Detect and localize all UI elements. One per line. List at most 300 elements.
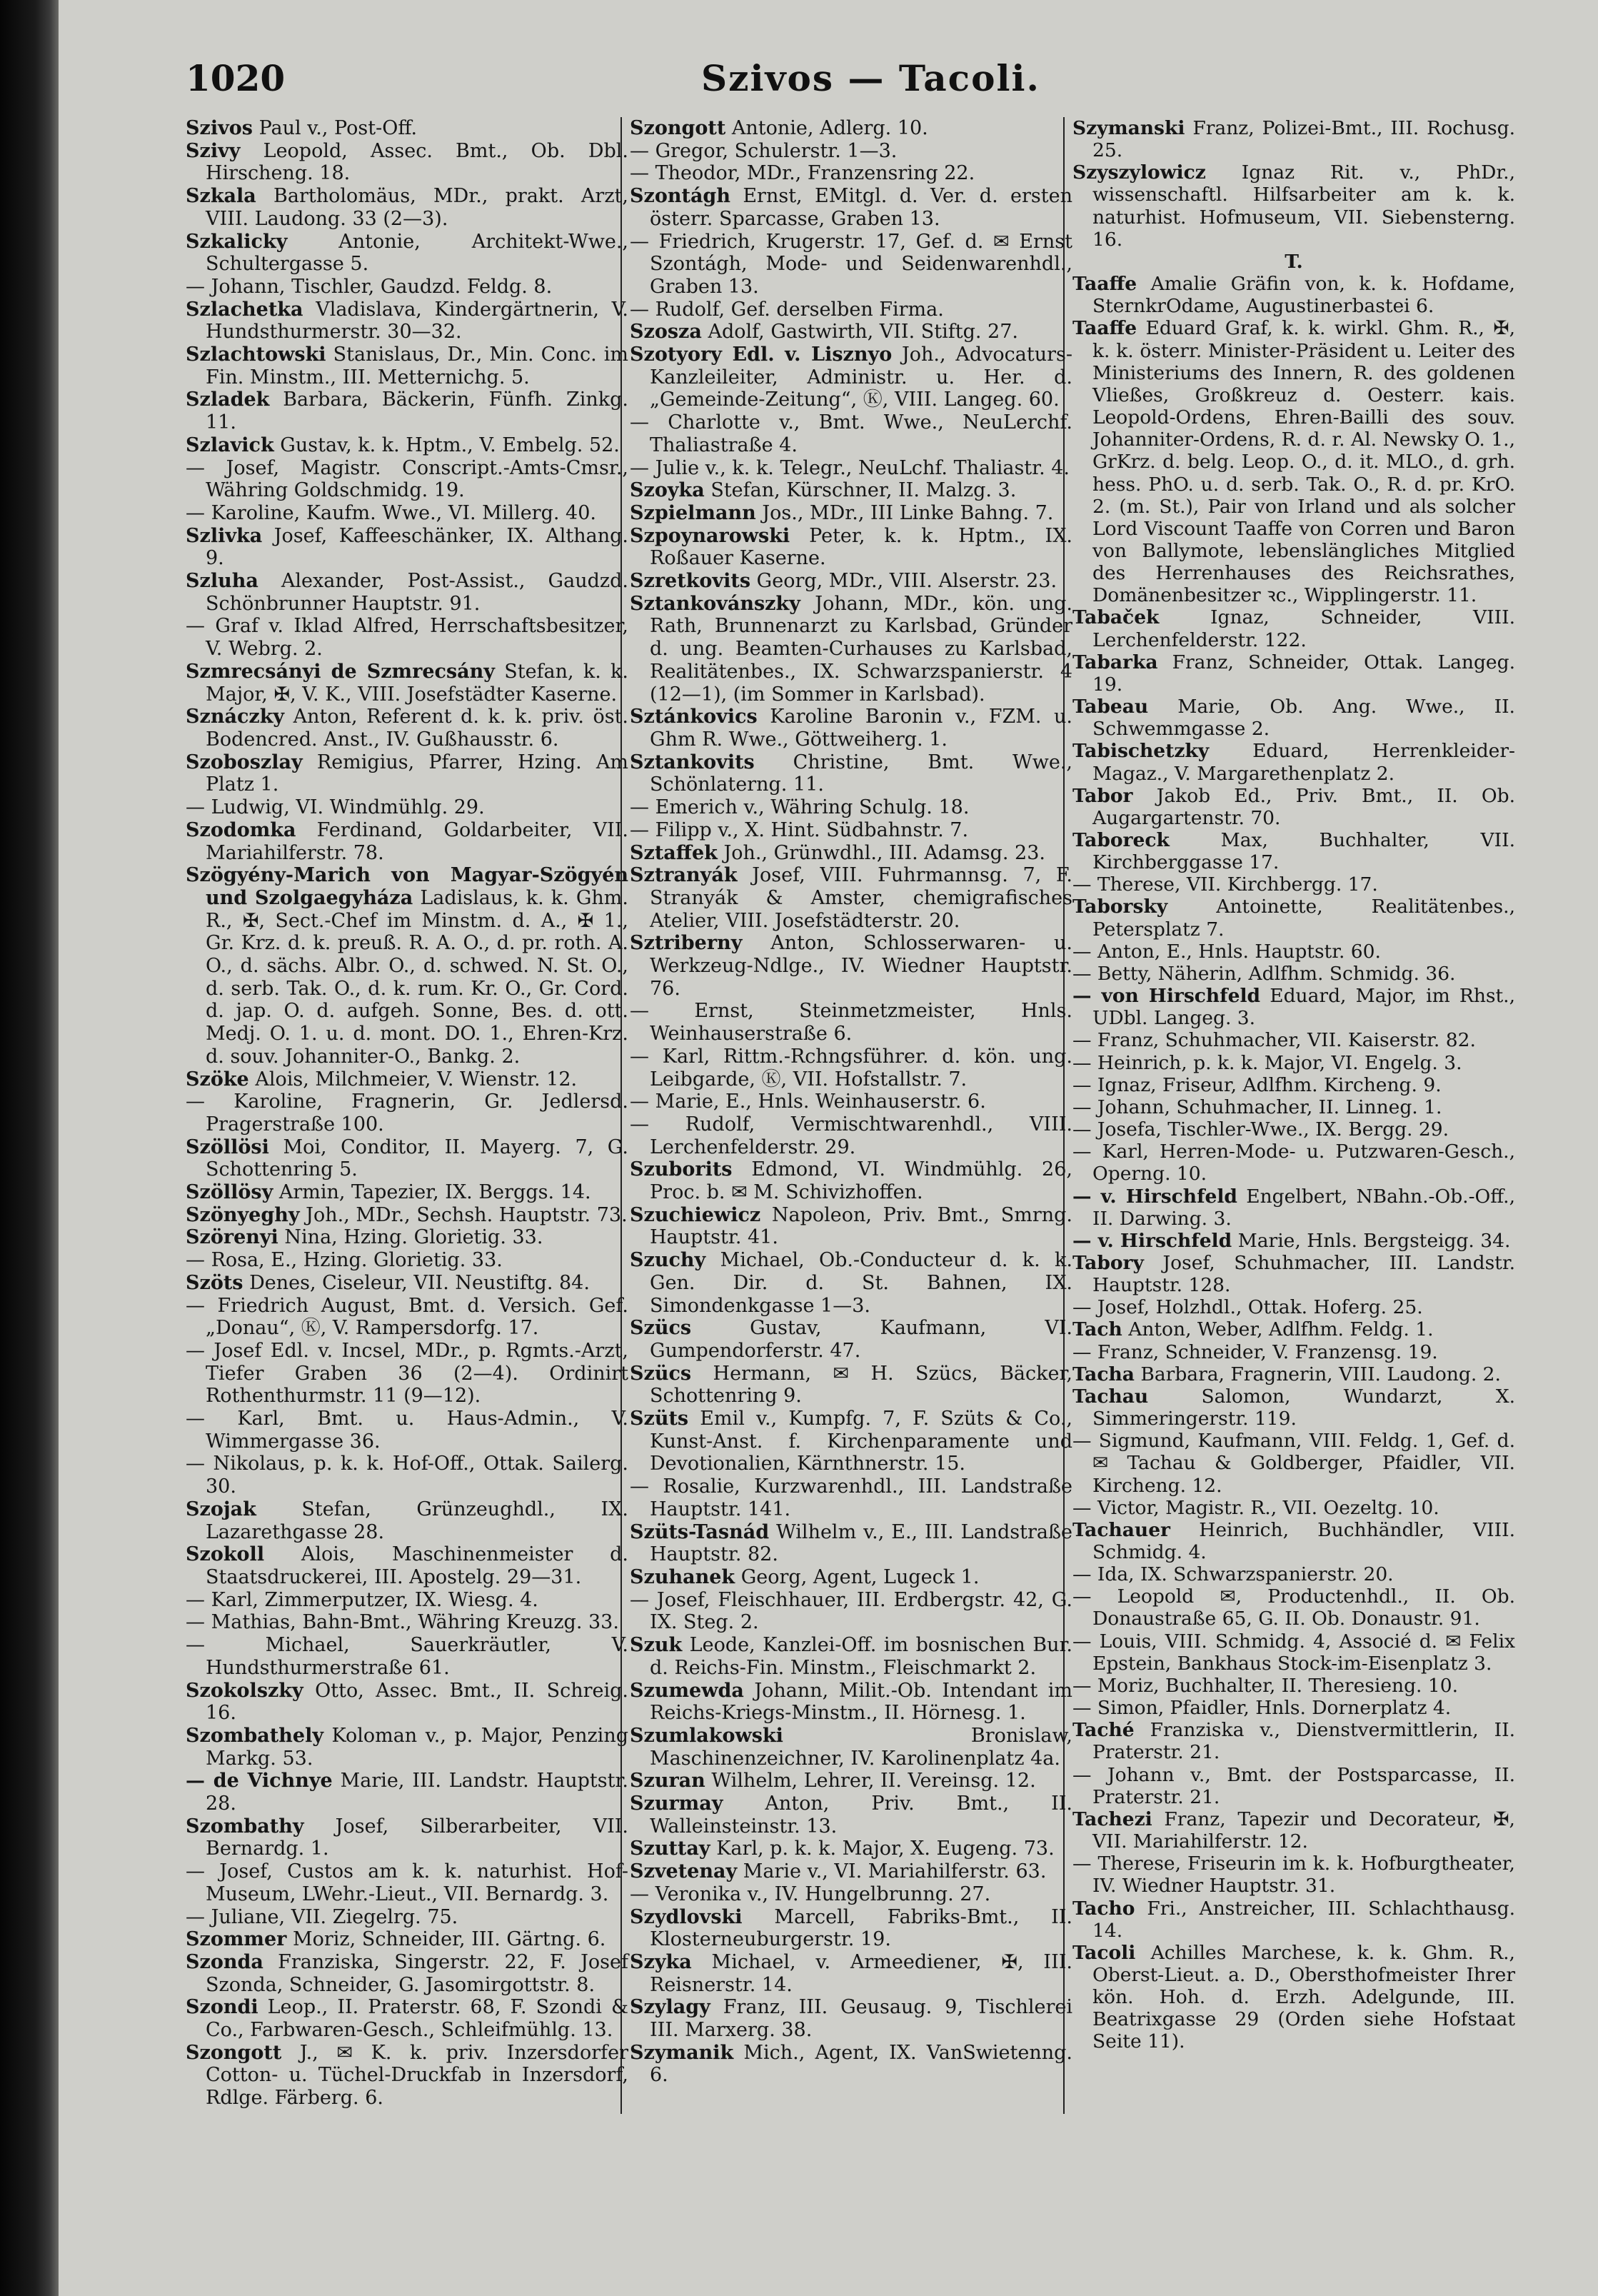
section-letter: T.	[1285, 250, 1303, 273]
directory-entry	[186, 1725, 628, 1770]
entry-details: — Friedrich August, Bmt. d. Versich. Gef. „Donau“, Ⓚ, V. Rampersdorfg. 17.	[186, 1294, 628, 1340]
entry-surname: Szoyka	[630, 479, 705, 502]
entry-surname: Szontágh	[630, 185, 730, 208]
entry-surname: Szondi	[186, 1996, 258, 2019]
entry-details: Engelbert, NBahn.-Ob.-Off., II. Darwing. 3.	[1092, 1185, 1515, 1230]
entry-surname: Szuttay	[630, 1838, 710, 1860]
directory-entry	[1072, 1141, 1515, 1185]
directory-entry	[1072, 1697, 1515, 1719]
directory-entry	[1072, 1096, 1515, 1118]
entry-details: Mich., Agent, IX. VanSwietenng. 6.	[650, 2041, 1072, 2087]
entry-surname: Szöke	[186, 1068, 249, 1091]
directory-entry	[1072, 1675, 1515, 1697]
directory-entry	[630, 457, 1072, 480]
entry-details: — Ignaz, Friseur, Adlfhm. Kircheng. 9.	[1072, 1073, 1442, 1096]
directory-entry	[1072, 251, 1515, 273]
directory-entry	[1072, 1296, 1515, 1318]
entry-details: Ladislaus, k. k. Ghm. R., ✠, Sect.-Chef im Minstm. d. A., ✠ 1., Gr. Krz. d. k. preuß. R. A. O., d. pr. roth. A. O., d. sächs. Albr. O., d. schwed. N. St. O., d. serb. Tak. O., d. k. rum. Kr. O., Gr. Cord. d. jap. O. d. aufgeh. Sonne, Bes. d. ott. Medj. O. 1. u. d. mont. DO. 1., Ehren-Krz. d. souv. Johanniter-O., Bankg. 2.	[206, 886, 628, 1068]
entry-details: — Josef, Fleischhauer, III. Erdbergstr. 42, G. IX. Steg. 2.	[630, 1588, 1072, 1634]
directory-entry	[1072, 161, 1515, 251]
entry-surname: Szoboszlay	[186, 751, 303, 773]
entry-details: Ernst, EMitgl. d. Ver. d. ersten österr. Sparcasse, Graben 13.	[650, 185, 1072, 230]
directory-entry	[1072, 1185, 1515, 1230]
directory-entry	[630, 502, 1072, 525]
directory-entry	[186, 1951, 628, 1996]
entry-details: Johann, Milit.-Ob. Intendant im Reichs-Kriegs-Minstm., II. Hörnesg. 1.	[650, 1679, 1072, 1725]
directory-entry	[1072, 696, 1515, 740]
entry-surname: Sztankovánszky	[630, 592, 800, 615]
entry-details: Eduard, Major, im Rhst., UDbl. Langeg. 3.	[1092, 985, 1515, 1030]
column-1	[186, 117, 628, 2110]
book-spine-shadow	[0, 0, 59, 2296]
entry-surname: Szpielmann	[630, 501, 756, 524]
directory-entry	[1072, 1341, 1515, 1363]
entry-details: Georg, Agent, Lugeck 1.	[740, 1566, 980, 1588]
entry-details: Josef, Schuhmacher, III. Landstr. Hauptstr. 128.	[1092, 1251, 1515, 1297]
entry-details: — Charlotte v., Bmt. Wwe., NeuLerchf. Thaliastraße 4.	[630, 411, 1072, 456]
directory-entry	[1072, 985, 1515, 1029]
directory-entry	[186, 1295, 628, 1340]
directory-entry	[630, 706, 1072, 751]
directory-entry	[630, 570, 1072, 593]
entry-details: — Rudolf, Vermischtwarenhdl., VIII. Lerchenfelderstr. 29.	[630, 1113, 1072, 1158]
directory-entry	[1072, 1029, 1515, 1051]
entry-details: Heinrich, Buchhändler, VIII. Schmidg. 4.	[1092, 1518, 1515, 1563]
directory-entry	[630, 162, 1072, 185]
directory-entry	[1072, 606, 1515, 651]
directory-entry	[630, 1204, 1072, 1249]
entry-details: Ignaz Rit. v., PhDr., wissenschaftl. Hilfsarbeiter am k. k. naturhist. Hofmuseum, VII. Siebensterng. 16.	[1092, 161, 1515, 251]
directory-entry	[186, 1181, 628, 1204]
entry-details: — Karl, Zimmerputzer, IX. Wiesg. 4.	[186, 1588, 538, 1611]
entry-details: — Franz, Schneider, V. Franzensg. 19.	[1072, 1340, 1438, 1363]
directory-entry	[1072, 785, 1515, 829]
entry-details: Karl, p. k. k. Major, X. Eugeng. 73.	[716, 1838, 1055, 1860]
entry-surname: Szörenyi	[186, 1226, 278, 1249]
directory-entry	[630, 1046, 1072, 1091]
directory-entry	[630, 1113, 1072, 1158]
directory-entry	[186, 2042, 628, 2110]
entry-surname: Taborsky	[1072, 896, 1168, 918]
directory-entry	[186, 1589, 628, 1612]
entry-surname: Szommer	[186, 1928, 287, 1951]
directory-entry	[1072, 1052, 1515, 1074]
directory-entry	[1072, 273, 1515, 317]
directory-entry	[1072, 1363, 1515, 1385]
entry-surname: Szotyory Edl. v. Lisznyo	[630, 344, 893, 366]
entry-details: Josef, Silberarbeiter, VII. Bernardg. 1.	[206, 1815, 628, 1860]
directory-entry	[630, 1317, 1072, 1362]
entry-details: — Marie, E., Hnls. Weinhauserstr. 6.	[630, 1091, 986, 1113]
directory-entry	[630, 321, 1072, 344]
entry-details: Hermann, ✉ H. Szücs, Bäcker, Schottenring 9.	[650, 1362, 1072, 1408]
directory-entry	[630, 185, 1072, 230]
entry-details: — Juliane, VII. Ziegelrg. 75.	[186, 1905, 458, 1928]
entry-details: Bronislaw, Maschinenzeichner, IV. Karolinenplatz 4a.	[650, 1724, 1072, 1770]
directory-entry	[186, 1815, 628, 1860]
directory-entry	[630, 864, 1072, 932]
entry-surname: Szymanik	[630, 2041, 734, 2064]
entry-details: — Emerich v., Währing Schulg. 18.	[630, 796, 970, 819]
entry-details: Stanislaus, Dr., Min. Conc. im Fin. Minstm., III. Metternichg. 5.	[206, 344, 628, 388]
entry-details: Moi, Conditor, II. Mayerg. 7, G. Schottenring 5.	[206, 1136, 628, 1181]
entry-details: — Ida, IX. Schwarzspanierstr. 20.	[1072, 1563, 1394, 1586]
directory-entry	[630, 1566, 1072, 1589]
entry-surname: Szkalicky	[186, 230, 288, 253]
directory-entry	[186, 1136, 628, 1181]
directory-entry	[186, 661, 628, 706]
entry-details: — Rudolf, Gef. derselben Firma.	[630, 298, 944, 321]
entry-surname: Tabischetzky	[1072, 740, 1210, 763]
column-2	[630, 117, 1072, 2087]
directory-entry	[630, 1996, 1072, 2041]
entry-details: Max, Buchhalter, VII. Kirchberggasse 17.	[1092, 829, 1515, 874]
entry-details: — Rosalie, Kurzwarenhdl., III. Landstraße Hauptstr. 141.	[630, 1475, 1072, 1520]
entry-details: — Ludwig, VI. Windmühlg. 29.	[186, 796, 485, 819]
entry-details: Vladislava, Kindergärtnerin, V. Hundsthurmerstr. 30—32.	[206, 298, 628, 344]
directory-entry	[186, 457, 628, 502]
directory-entry	[186, 570, 628, 615]
entry-details: — Filipp v., X. Hint. Südbahnstr. 7.	[630, 818, 969, 841]
directory-entry	[186, 796, 628, 819]
directory-entry	[186, 434, 628, 457]
entry-details: Franziska v., Dienstvermittlerin, II. Praterstr. 21.	[1092, 1719, 1515, 1764]
directory-entry	[1072, 896, 1515, 940]
entry-surname: Szönyeghy	[186, 1203, 300, 1226]
entry-details: Michael, Ob.-Conducteur d. k. k. Gen. Dir. d. St. Bahnen, IX. Simondenkgasse 1—3.	[650, 1249, 1073, 1317]
entry-details: Peter, k. k. Hptm., IX. Roßauer Kaserne.	[650, 524, 1072, 570]
entry-details: Marie, III. Landstr. Hauptstr. 28.	[206, 1770, 628, 1815]
entry-details: — Karoline, Kaufm. Wwe., VI. Millerg. 40.	[186, 501, 596, 524]
directory-entry	[1072, 117, 1515, 161]
entry-surname: Sznáczky	[186, 706, 285, 728]
entry-surname: Szlivka	[186, 524, 263, 547]
directory-entry	[186, 1340, 628, 1408]
entry-details: Marie, Ob. Ang. Wwe., II. Schwemmgasse 2.	[1092, 696, 1515, 741]
entry-surname: Szvetenay	[630, 1860, 738, 1883]
directory-entry	[630, 1521, 1072, 1566]
entry-details: Napoleon, Priv. Bmt., Smrng. Hauptstr. 41.	[650, 1203, 1072, 1249]
entry-surname: Taaffe	[1072, 273, 1137, 296]
directory-entry	[630, 1951, 1072, 1996]
entry-details: Stefan, k. k. Major, ✠, V. K., VIII. Josefstädter Kaserne.	[206, 660, 628, 706]
entry-surname: Tabory	[1072, 1251, 1144, 1274]
entry-surname: Szongott	[630, 117, 726, 139]
directory-entry	[186, 1543, 628, 1588]
directory-entry	[1072, 1764, 1515, 1808]
entry-details: Otto, Assec. Bmt., II. Schreig. 16.	[206, 1679, 628, 1725]
directory-entry	[186, 299, 628, 344]
entry-surname: Szüts-Tasnád	[630, 1520, 770, 1543]
entry-surname: Szydlovski	[630, 1905, 743, 1928]
entry-details: — Graf v. Iklad Alfred, Herrschaftsbesitzer, V. Webrg. 2.	[186, 615, 628, 661]
directory-entry	[630, 1860, 1072, 1883]
entry-details: — Victor, Magistr. R., VII. Oezeltg. 10.	[1072, 1496, 1439, 1519]
entry-details: — Sigmund, Kaufmann, VIII. Feldg. 1, Gef. d. ✉ Tachau & Goldberger, Pfaidler, VII. Kircheng. 12.	[1072, 1430, 1515, 1497]
entry-details: Anton, Schlosserwaren- u. Werkzeug-Ndlge., IV. Wiedner Hauptstr. 76.	[650, 932, 1072, 1000]
directory-entry	[186, 1408, 628, 1453]
entry-details: Franz, III. Geusaug. 9, Tischlerei III. Marxerg. 38.	[650, 1996, 1072, 2042]
directory-entry	[630, 411, 1072, 456]
directory-entry	[186, 231, 628, 276]
directory-entry	[630, 1408, 1072, 1475]
entry-surname: Szöllösy	[186, 1181, 273, 1204]
directory-page	[59, 0, 1598, 2296]
entry-surname: Tacoli	[1072, 1941, 1136, 1964]
column-3	[1072, 117, 1515, 2053]
directory-entry	[1072, 1719, 1515, 1763]
directory-entry	[186, 1204, 628, 1227]
directory-entry	[186, 1226, 628, 1249]
entry-details: Franz, Schneider, Ottak. Langeg. 19.	[1092, 651, 1515, 696]
entry-details: — Josef, Custos am k. k. naturhist. Hof-Museum, LWehr.-Lieut., VII. Bernardg. 3.	[186, 1860, 628, 1905]
directory-entry	[1072, 1230, 1515, 1252]
directory-entry	[630, 1634, 1072, 1679]
directory-entry	[1072, 963, 1515, 985]
directory-entry	[186, 1453, 628, 1498]
directory-entry	[630, 842, 1072, 865]
directory-entry	[630, 479, 1072, 502]
entry-details: Emil v., Kumpfg. 7, F. Szüts & Co., Kunst-Anst. f. Kirchenparamente und Devotionalien, Kärnthnerstr. 15.	[650, 1408, 1072, 1475]
entry-surname: Szmrecsányi de Szmrecsány	[186, 660, 495, 683]
directory-entry	[1072, 1519, 1515, 1563]
entry-details: Christine, Bmt. Wwe., Schönlaterng. 11.	[650, 751, 1072, 796]
entry-details: Franz, Polizei-Bmt., III. Rochusg. 25.	[1092, 117, 1515, 162]
entry-details: — Therese, VII. Kirchbergg. 17.	[1072, 873, 1378, 896]
directory-entry	[1072, 1497, 1515, 1519]
entry-details: Denes, Ciseleur, VII. Neustiftg. 84.	[249, 1271, 590, 1294]
entry-details: Georg, MDr., VIII. Alserstr. 23.	[756, 570, 1057, 593]
entry-surname: Sztaffek	[630, 841, 718, 864]
entry-surname: Szögyény-Marich von Magyar-Szögyén und Szolgaegyháza	[186, 864, 628, 909]
directory-entry	[1072, 829, 1515, 873]
directory-entry	[186, 1634, 628, 1679]
entry-details: Barbara, Bäckerin, Fünfh. Zinkg. 11.	[206, 388, 628, 434]
entry-details: Joh., Advocaturs-Kanzleileiter, Administr. u. Her. d. „Gemeinde-Zeitung“, Ⓚ, VIII. Langeg. 60.	[650, 344, 1072, 411]
directory-entry	[630, 1158, 1072, 1203]
entry-surname: Szyka	[630, 1950, 692, 1973]
entry-details: Leop., II. Praterstr. 68, F. Szondi & Co., Farbwaren-Gesch., Schleifmühlg. 13.	[206, 1996, 628, 2042]
directory-entry	[186, 276, 628, 299]
entry-surname: Szosza	[630, 321, 702, 344]
entry-details: Leode, Kanzlei-Off. im bosnischen Bur. d. Reichs-Fin. Minstm., Fleischmarkt 2.	[650, 1634, 1072, 1679]
directory-entry	[186, 1068, 628, 1091]
entry-details: — Leopold ✉, Productenhdl., II. Ob. Donaustraße 65, G. II. Ob. Donaustr. 91.	[1072, 1585, 1515, 1630]
entry-details: Armin, Tapezier, IX. Berggs. 14.	[278, 1181, 591, 1204]
directory-entry	[186, 1091, 628, 1136]
entry-details: — Josef, Magistr. Conscript.-Amts-Cmsr., Währing Goldschmidg. 19.	[186, 456, 628, 502]
entry-details: Koloman v., p. Major, Penzing Markg. 53.	[206, 1724, 628, 1770]
directory-entry	[1072, 651, 1515, 696]
directory-entry	[186, 615, 628, 660]
entry-details: Anton, Priv. Bmt., II. Walleinsteinstr. 13.	[650, 1793, 1072, 1838]
entry-surname: Tacha	[1072, 1363, 1135, 1385]
directory-entry	[1072, 941, 1515, 963]
entry-details: Antonie, Architekt-Wwe., Schultergasse 5.	[206, 230, 628, 276]
directory-entry	[1072, 1118, 1515, 1141]
entry-surname: Taaffe	[1072, 317, 1137, 340]
entry-surname: Szlachetka	[186, 298, 303, 321]
entry-surname: Szladek	[186, 388, 270, 411]
entry-details: — Johann, Tischler, Gaudzd. Feldg. 8.	[186, 275, 553, 298]
directory-entry	[186, 1498, 628, 1543]
directory-entry	[630, 1000, 1072, 1045]
entry-surname: Tabeau	[1072, 696, 1149, 718]
entry-details: Marie, Hnls. Bergsteigg. 34.	[1237, 1229, 1511, 1252]
entry-details: — Friedrich, Krugerstr. 17, Gef. d. ✉ Ernst Szontágh, Mode- und Seidenwarenhdl., Graben 13.	[630, 230, 1072, 298]
entry-details: Michael, v. Armeediener, ✠, III. Reisnerstr. 14.	[650, 1950, 1072, 1996]
directory-entry	[1072, 1808, 1515, 1853]
entry-surname: Szüts	[630, 1408, 689, 1430]
directory-entry	[186, 140, 628, 185]
entry-surname: Szivy	[186, 139, 241, 162]
directory-entry	[186, 185, 628, 230]
directory-entry	[186, 1996, 628, 2041]
directory-entry	[630, 593, 1072, 706]
entry-details: — Rosa, E., Hzing. Glorietig. 33.	[186, 1249, 503, 1272]
entry-details: Ferdinand, Goldarbeiter, VII. Mariahilferstr. 78.	[206, 818, 628, 864]
directory-entry	[630, 2042, 1072, 2087]
directory-entry	[630, 751, 1072, 796]
entry-details: Johann, MDr., kön. ung. Rath, Brunnenarzt zu Karlsbad, Gründer d. ung. Beamten-Curhauses zu Karlsbad, Realitätenbes., IX. Schwarzspanierstr. 4 (12—1), (im Sommer in Karlsbad).	[650, 592, 1072, 706]
directory-entry	[1072, 1074, 1515, 1096]
directory-entry	[186, 344, 628, 388]
entry-surname: Szücs	[630, 1362, 692, 1385]
entry-surname: Tachau	[1072, 1385, 1149, 1408]
entry-details: Paul v., Post-Off.	[258, 117, 418, 139]
entry-details: — Julie v., k. k. Telegr., NeuLchf. Thaliastr. 4.	[630, 456, 1070, 479]
entry-details: Antoinette, Realitätenbes., Petersplatz 7.	[1092, 896, 1515, 941]
entry-details: — Karl, Rittm.-Rchngsführer. d. kön. ung. Leibgarde, Ⓚ, VII. Hofstallstr. 7.	[630, 1045, 1072, 1091]
entry-details: Alois, Milchmeier, V. Wienstr. 12.	[255, 1068, 578, 1091]
directory-entry	[186, 1272, 628, 1295]
directory-entry	[186, 1860, 628, 1905]
entry-details: — Josefa, Tischler-Wwe., IX. Bergg. 29.	[1072, 1118, 1449, 1141]
entry-details: Gustav, k. k. Hptm., V. Embelg. 52.	[280, 433, 620, 456]
directory-entry	[630, 525, 1072, 570]
directory-entry	[186, 1770, 628, 1815]
entry-surname: Sztranyák	[630, 864, 738, 887]
entry-details: — Johann, Schuhmacher, II. Linneg. 1.	[1072, 1096, 1442, 1118]
entry-details: Nina, Hzing. Glorietig. 33.	[284, 1226, 543, 1249]
directory-entry	[630, 819, 1072, 842]
directory-entry	[630, 796, 1072, 819]
entry-details: — Simon, Pfaidler, Hnls. Dornerplatz 4.	[1072, 1697, 1452, 1720]
directory-entry	[630, 299, 1072, 321]
entry-surname: Tachezi	[1072, 1808, 1152, 1830]
entry-details: Stefan, Grünzeughdl., IX. Lazarethgasse 28.	[206, 1498, 628, 1543]
entry-surname: Szuran	[630, 1770, 705, 1793]
entry-surname: Szöllösi	[186, 1136, 269, 1158]
entry-surname: — von Hirschfeld	[1072, 985, 1261, 1008]
entry-details: Salomon, Wundarzt, X. Simmeringerstr. 119.	[1092, 1385, 1515, 1430]
entry-surname: Sztánkovics	[630, 706, 758, 728]
entry-surname: Tachauer	[1072, 1518, 1171, 1541]
entry-surname: Sztriberny	[630, 932, 743, 955]
entry-details: — Michael, Sauerkräutler, V. Hundsthurmerstraße 61.	[186, 1634, 628, 1679]
entry-details: Jos., MDr., III Linke Bahng. 7.	[762, 501, 1054, 524]
directory-entry	[1072, 1563, 1515, 1585]
entry-details: Fri., Anstreicher, III. Schlachthausg. 14.	[1092, 1897, 1515, 1942]
directory-entry	[1072, 1942, 1515, 2053]
entry-surname: Szylagy	[630, 1996, 710, 2019]
entry-surname: Tabaček	[1072, 606, 1160, 629]
entry-surname: Szombathely	[186, 1724, 324, 1747]
directory-entry	[630, 1725, 1072, 1770]
entry-details: Remigius, Pfarrer, Hzing. Am Platz 1.	[206, 751, 628, 796]
directory-entry	[630, 1906, 1072, 1951]
entry-surname: Szuborits	[630, 1158, 733, 1181]
directory-entry	[186, 1680, 628, 1725]
directory-entry	[630, 1091, 1072, 1113]
directory-entry	[1072, 873, 1515, 896]
directory-entry	[630, 117, 1072, 140]
directory-entry	[1072, 1252, 1515, 1296]
directory-entry	[186, 1928, 628, 1951]
entry-details: Jakob Ed., Priv. Bmt., II. Ob. Augargartenstr. 70.	[1092, 784, 1515, 829]
entry-details: Joh., Grünwdhl., III. Adamsg. 23.	[723, 841, 1045, 864]
entry-details: Anton, Weber, Adlfhm. Feldg. 1.	[1128, 1318, 1434, 1341]
entry-details: Marie v., VI. Mariahilferstr. 63.	[743, 1860, 1047, 1883]
directory-entry	[630, 1249, 1072, 1317]
entry-surname: Tacho	[1072, 1897, 1135, 1920]
directory-entry	[186, 502, 628, 525]
entry-details: Josef, Kaffeeschänker, IX. Althang. 9.	[206, 524, 628, 570]
entry-details: Alexander, Post-Assist., Gaudzd. Schönbrunner Hauptstr. 91.	[206, 570, 628, 615]
directory-entry	[1072, 1385, 1515, 1430]
entry-surname: Szretkovits	[630, 570, 751, 593]
directory-entry	[186, 864, 628, 1068]
entry-surname: Szokoll	[186, 1543, 265, 1566]
entry-details: J., ✉ K. k. priv. Inzersdorfer Cotton- u. Tüchel-Druckfab in Inzersdorf, Rdlge. Färberg. 6.	[206, 2041, 628, 2110]
entry-details: — Franz, Schuhmacher, VII. Kaiserstr. 82.	[1072, 1029, 1476, 1052]
entry-surname: Sztankovits	[630, 751, 755, 773]
entry-details: Adolf, Gastwirth, VII. Stiftg. 27.	[708, 321, 1018, 344]
directory-entry	[630, 344, 1072, 411]
directory-entry	[1072, 1318, 1515, 1340]
entry-details: Anton, Referent d. k. k. priv. öst. Bodencred. Anst., IV. Gußhausstr. 6.	[206, 706, 628, 751]
entry-surname: Szlachtowski	[186, 344, 326, 366]
directory-entry	[630, 1589, 1072, 1634]
entry-details: Wilhelm, Lehrer, II. Vereinsg. 12.	[711, 1770, 1036, 1793]
directory-entry	[186, 525, 628, 570]
entry-details: — Veronika v., IV. Hungelbrunng. 27.	[630, 1883, 991, 1905]
entry-surname: — de Vichnye	[186, 1770, 333, 1793]
entry-details: Barbara, Fragnerin, VIII. Laudong. 2.	[1140, 1363, 1501, 1385]
directory-entry	[1072, 1898, 1515, 1942]
entry-details: — Karl, Herren-Mode- u. Putzwaren-Gesch., Operng. 10.	[1072, 1141, 1515, 1185]
directory-entry	[186, 388, 628, 433]
directory-entry	[630, 932, 1072, 1000]
entry-surname: Szumewda	[630, 1679, 744, 1702]
entry-details: — Josef Edl. v. Incsel, MDr., p. Rgmts.-Arzt, Tiefer Graben 36 (2—4). Ordinirt Rothenthurmstr. 11 (9—12).	[186, 1339, 628, 1408]
entry-surname: Szpoynarowski	[630, 524, 790, 547]
entry-surname: Szöts	[186, 1271, 243, 1294]
directory-entry	[1072, 317, 1515, 606]
entry-details: — Josef, Holzhdl., Ottak. Hoferg. 25.	[1072, 1296, 1423, 1319]
directory-entry	[1072, 1853, 1515, 1897]
entry-surname: Szokolszky	[186, 1679, 303, 1702]
entry-surname: Szuchiewicz	[630, 1203, 761, 1226]
entry-surname: — v. Hirschfeld	[1072, 1185, 1237, 1208]
entry-details: Antonie, Adlerg. 10.	[731, 117, 928, 139]
entry-surname: Szodomka	[186, 818, 296, 841]
entry-surname: Szurmay	[630, 1793, 723, 1815]
directory-entry	[630, 231, 1072, 299]
entry-details: — Ernst, Steinmetzmeister, Hnls. Weinhauserstraße 6.	[630, 1000, 1072, 1046]
directory-entry	[186, 1611, 628, 1634]
entry-surname: Szongott	[186, 2041, 282, 2064]
